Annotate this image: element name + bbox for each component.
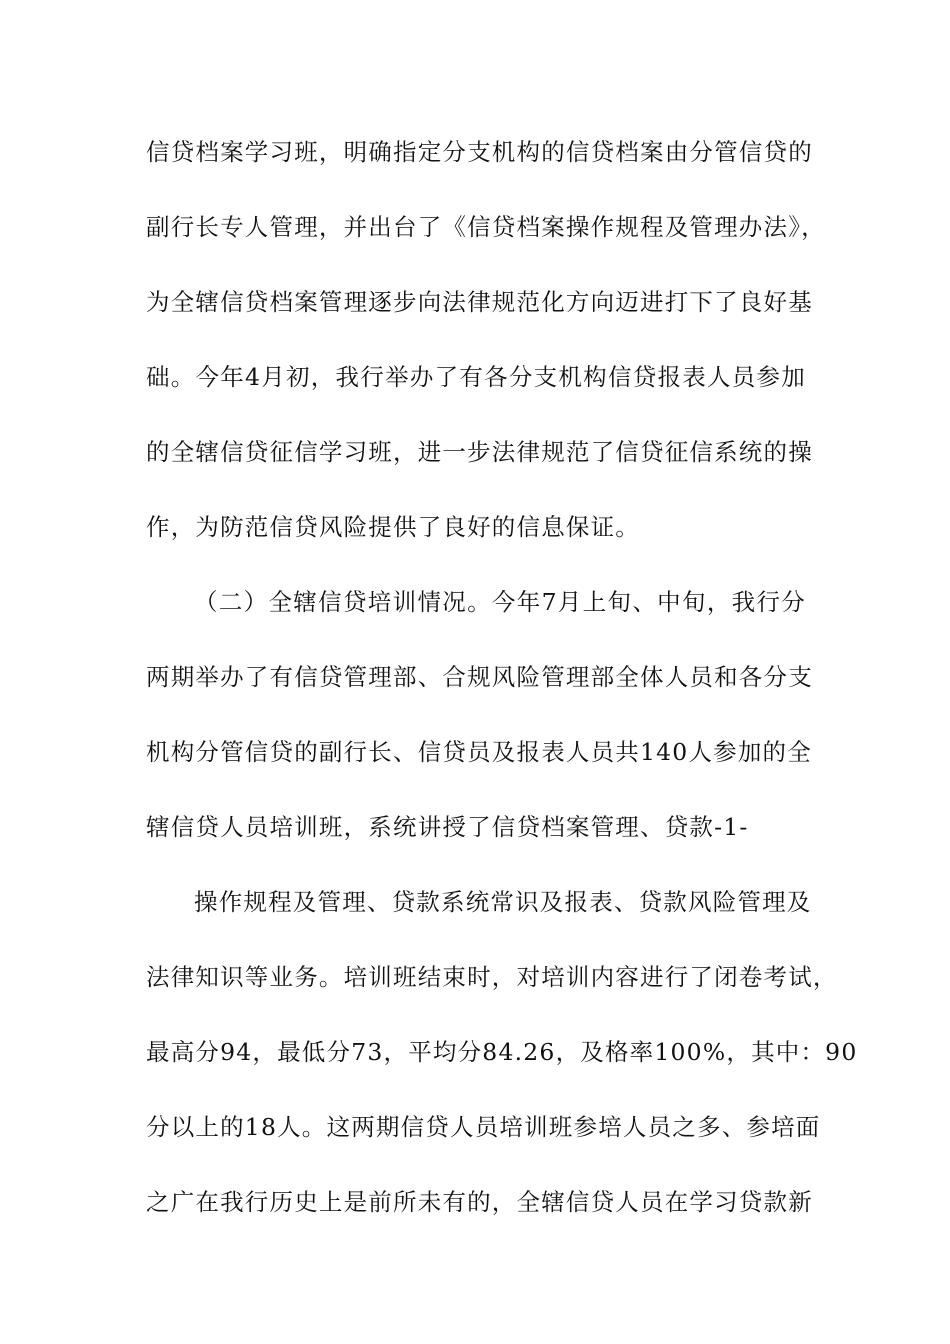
text-line: 作，为防范信贷风险提供了良好的信息保证。 — [146, 513, 640, 541]
text-line: 最高分94，最低分73，平均分84.26，及格率100%，其中：90 — [146, 1038, 858, 1066]
text-line: 为全辖信贷档案管理逐步向法律规范化方向迈进打下了良好基 — [146, 288, 813, 316]
text-line: 础。今年4月初，我行举办了有各分支机构信贷报表人员参加 — [146, 363, 806, 391]
text-line-with-page-number: 辖信贷人员培训班，系统讲授了信贷档案管理、贷款-1- — [146, 813, 749, 841]
text-line: 分以上的18人。这两期信贷人员培训班参培人员之多、参培面 — [146, 1113, 821, 1141]
text-line: 之广在我行历史上是前所未有的，全辖信贷人员在学习贷款新 — [146, 1188, 813, 1216]
text-line: 机构分管信贷的副行长、信贷员及报表人员共140人参加的全 — [146, 738, 812, 766]
text-line: 信贷档案学习班，明确指定分支机构的信贷档案由分管信贷的 — [146, 138, 813, 166]
text-line: 的全辖信贷征信学习班，进一步法律规范了信贷征信系统的操 — [146, 438, 813, 466]
text-line: 法律知识等业务。培训班结束时，对培训内容进行了闭卷考试， — [146, 963, 838, 991]
text-line: 副行长专人管理，并出台了《信贷档案操作规程及管理办法》， — [146, 213, 826, 241]
text-line: 两期举办了有信贷管理部、合规风险管理部全体人员和各分支 — [146, 663, 813, 691]
paragraph-first-line: 操作规程及管理、贷款系统常识及报表、贷款风险管理及 — [194, 888, 812, 916]
paragraph-first-line: （二）全辖信贷培训情况。今年7月上旬、中旬，我行分 — [194, 588, 806, 616]
